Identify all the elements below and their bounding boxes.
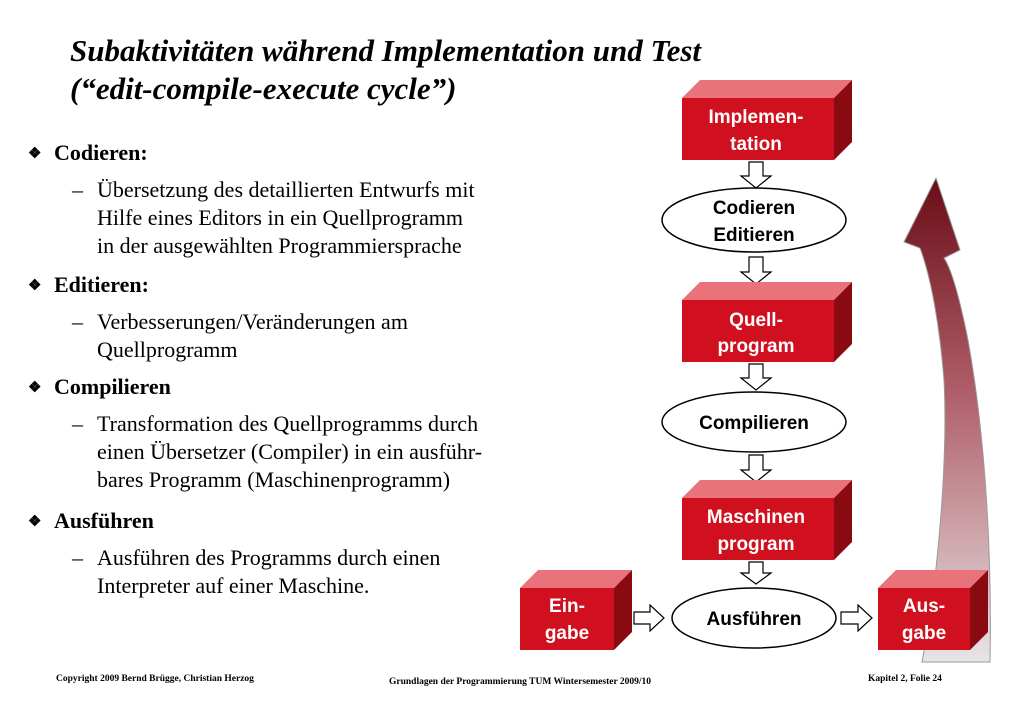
bullet-label: Codieren:	[54, 140, 148, 165]
right-arrow-icon	[841, 605, 872, 631]
slide-title-line1: Subaktivitäten während Implementation und Test	[70, 33, 702, 68]
sub-text: in der ausgewählten Programmiersprache	[97, 233, 462, 258]
box-eingabe	[520, 570, 632, 650]
oval-ausfuehren	[672, 588, 836, 648]
box-label: Aus-	[902, 596, 946, 617]
box-label: gabe	[901, 623, 947, 644]
sub-text: bares Programm (Maschinenprogramm)	[97, 467, 451, 492]
right-arrow-icon	[634, 605, 664, 631]
slide-title-line2: (“edit-compile-execute cycle”)	[70, 71, 457, 106]
sub-text: Verbesserungen/Veränderungen am	[97, 309, 408, 334]
oval-codieren-editieren	[662, 188, 846, 252]
diamond-bullet-icon: ❖	[28, 278, 42, 294]
box-label: gabe	[544, 623, 590, 644]
box-label: Quell-	[729, 310, 783, 331]
box-label: Implemen-	[708, 107, 804, 128]
box-quellprogram	[682, 282, 852, 362]
down-arrow-icon	[741, 455, 771, 482]
bullet-label: Ausführen	[54, 508, 154, 533]
diamond-bullet-icon: ❖	[28, 514, 42, 530]
sub-text: Quellprogramm	[97, 337, 238, 362]
box-label: program	[717, 534, 795, 555]
diamond-bullet-icon: ❖	[28, 146, 42, 162]
down-arrow-icon	[741, 162, 771, 188]
diamond-bullet-icon: ❖	[28, 380, 42, 396]
bullet-label: Editieren:	[54, 272, 149, 297]
box-label: program	[717, 336, 795, 357]
box-label: Maschinen	[706, 507, 806, 528]
oval-label: Codieren	[712, 198, 796, 219]
down-arrow-icon	[741, 562, 771, 584]
footer-slide-number: Kapitel 2, Folie 24	[868, 674, 942, 684]
down-arrow-icon	[741, 364, 771, 390]
sub-text: Transformation des Quellprogramms durch	[97, 411, 479, 436]
oval-label: Editieren	[713, 225, 795, 246]
sub-text: Ausführen des Programms durch einen	[97, 545, 441, 570]
down-arrow-icon	[741, 257, 771, 284]
bullet-label: Compilieren	[54, 374, 171, 399]
footer-copyright: Copyright 2009 Bernd Brügge, Christian Herzog	[56, 674, 254, 684]
oval-label: Compilieren	[699, 413, 809, 434]
box-ausgabe	[878, 570, 988, 650]
oval-label: Ausführen	[706, 609, 802, 630]
sub-text: Interpreter auf einer Maschine.	[97, 573, 370, 598]
box-label: Ein-	[549, 596, 585, 617]
sub-text: einen Übersetzer (Compiler) in ein ausführ-	[97, 439, 483, 464]
box-maschinenprogram	[682, 480, 852, 560]
footer-course: Grundlagen der Programmierung TUM Wintersemester 2009/10	[389, 677, 652, 687]
sub-text: Hilfe eines Editors in ein Quellprogramm	[97, 205, 463, 230]
oval-compilieren	[662, 392, 846, 452]
box-label: tation	[730, 134, 782, 155]
box-implementation	[682, 80, 852, 160]
sub-text: Übersetzung des detaillierten Entwurfs mit	[97, 177, 475, 202]
